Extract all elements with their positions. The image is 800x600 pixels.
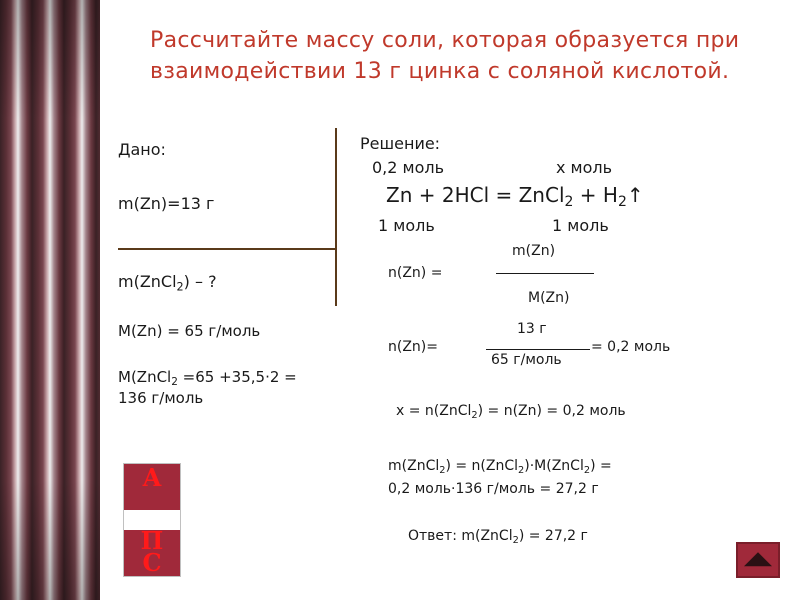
decorative-stripe [0, 0, 100, 600]
mass-calc-line1: m(ZnCl$_2$) = n(ZnCl$_2$)·M(ZnCl$_2$) = [388, 458, 612, 476]
solution-heading: Решение: [360, 134, 441, 153]
n-calc-denominator: 65 г/моль [491, 352, 562, 368]
n-formula-fraction-bar [496, 273, 594, 274]
n-formula-denominator: M(Zn) [528, 290, 570, 306]
page-title: Рассчитайте массу соли, которая образуется при взаимодействии 13 г цинка с соляной кислотой. [150, 28, 740, 84]
triangle-up-icon [744, 552, 772, 566]
separator-horizontal [118, 248, 336, 250]
given-molar-zncl2: M(ZnCl$_2$ =65 +35,5·2 = [118, 368, 297, 389]
n-calc-fraction-bar [486, 349, 590, 350]
reaction-equation: Zn + 2HCl = ZnCl$_2$ + $H_2↑$ [386, 183, 644, 211]
mass-calc-line2: 0,2 моль·136 г/моль = 27,2 г [388, 481, 599, 497]
n-calc-result: = 0,2 моль [591, 339, 671, 355]
moles-above-zn: 0,2 моль [372, 158, 445, 177]
given-molar-zncl2-cont: 136 г/моль [118, 389, 204, 407]
given-find: m(ZnCl$_2$) – ? [118, 272, 217, 294]
moles-below-zn: 1 моль [378, 216, 435, 235]
n-calc-lhs: n(Zn)= [388, 339, 438, 355]
nav-button-ps[interactable]: П С [124, 530, 180, 576]
answer: Ответ: m(ZnCl$_2$) = 27,2 г [408, 528, 588, 546]
given-molar-zn: M(Zn) = 65 г/моль [118, 322, 261, 340]
moles-below-zncl2: 1 моль [552, 216, 609, 235]
given-mass-zn: m(Zn)=13 г [118, 194, 215, 213]
nav-buttons [123, 463, 181, 577]
x-equation: х = n(ZnCl$_2$) = n(Zn) = 0,2 моль [396, 403, 626, 421]
given-heading: Дано: [118, 140, 166, 159]
n-calc-numerator: 13 г [517, 321, 547, 337]
n-formula-numerator: m(Zn) [512, 243, 556, 259]
nav-button-a[interactable]: А [124, 464, 180, 510]
separator-vertical [335, 128, 337, 306]
moles-above-zncl2: х моль [556, 158, 613, 177]
n-formula-lhs: n(Zn) = [388, 265, 443, 281]
back-button[interactable] [736, 542, 780, 578]
